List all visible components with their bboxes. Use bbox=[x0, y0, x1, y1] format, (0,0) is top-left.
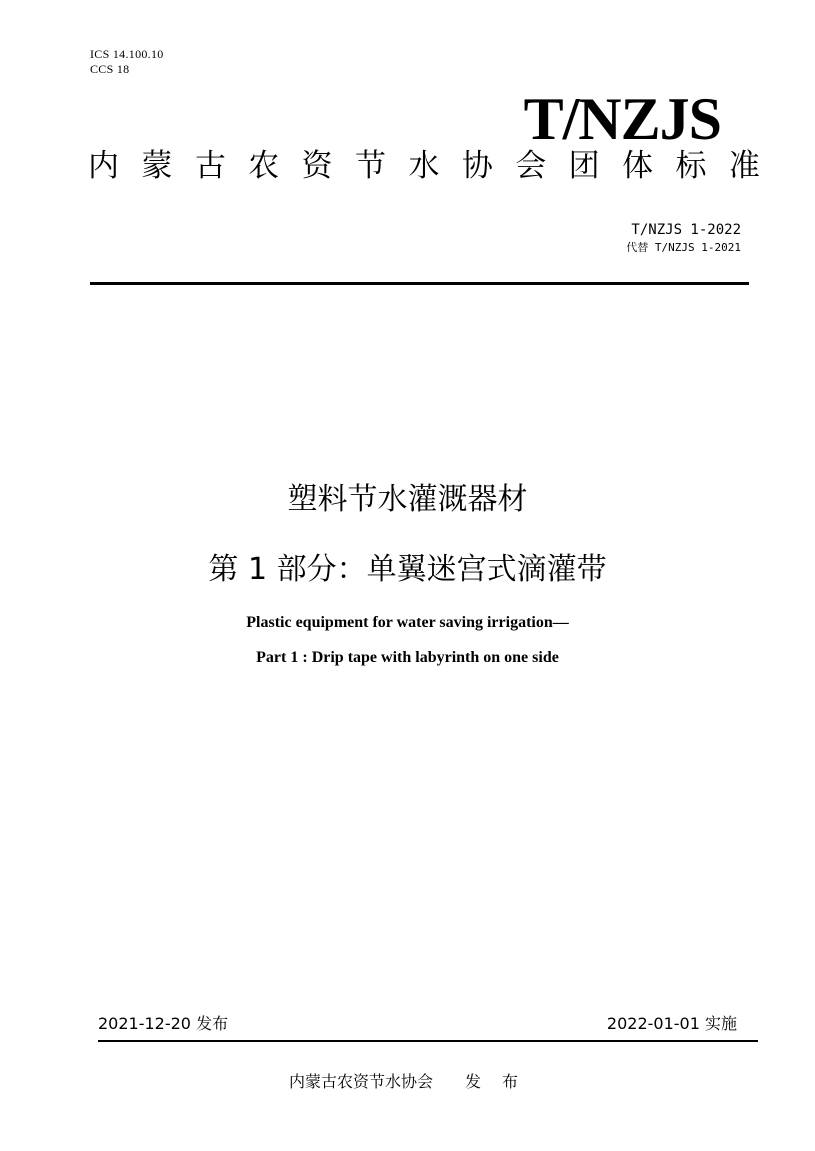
standard-number: T/NZJS 1-2022 bbox=[631, 222, 741, 238]
org-title-char: 蒙 bbox=[141, 148, 173, 184]
title-chinese-part: 第 1 部分：单翼迷宫式滴灌带 bbox=[208, 552, 607, 587]
org-title-char: 会 bbox=[515, 148, 547, 184]
org-title-char: 资 bbox=[301, 148, 333, 184]
org-title-char: 节 bbox=[355, 148, 387, 184]
org-title-char: 农 bbox=[248, 148, 280, 184]
ics-code: ICS 14.100.10 bbox=[90, 47, 164, 61]
org-title-char: 古 bbox=[194, 148, 226, 184]
org-title-char: 标 bbox=[675, 148, 707, 184]
implementation-date: 2022-01-01 实施 bbox=[606, 1014, 737, 1033]
org-title-char: 团 bbox=[568, 148, 600, 184]
org-title-char: 协 bbox=[461, 148, 493, 184]
header-divider bbox=[90, 282, 749, 285]
replaces-number: 代替 T/NZJS 1-2021 bbox=[626, 241, 741, 254]
publisher-line bbox=[0, 1071, 815, 1093]
standard-code-logo: T/NZJS bbox=[523, 86, 721, 152]
footer-divider bbox=[98, 1040, 758, 1042]
title-english-part: Part 1 : Drip tape with labyrinth on one side bbox=[256, 649, 559, 666]
ccs-code: CCS 18 bbox=[90, 62, 130, 76]
standard-number-block bbox=[626, 220, 741, 256]
classification-codes bbox=[90, 47, 164, 77]
org-title-char: 准 bbox=[728, 148, 760, 184]
publish-label: 发 布 bbox=[464, 1072, 527, 1091]
org-title-char: 内 bbox=[88, 148, 119, 184]
publisher-name: 内蒙古农资节水协会 bbox=[288, 1072, 433, 1091]
title-english-main: Plastic equipment for water saving irrigation— bbox=[246, 614, 569, 631]
title-chinese-main: 塑料节水灌溉器材 bbox=[287, 482, 528, 517]
org-title-char: 水 bbox=[408, 148, 440, 184]
organization-standard-title bbox=[88, 145, 760, 187]
issue-date: 2021-12-20 发布 bbox=[98, 1014, 229, 1033]
org-title-char: 体 bbox=[622, 148, 654, 184]
